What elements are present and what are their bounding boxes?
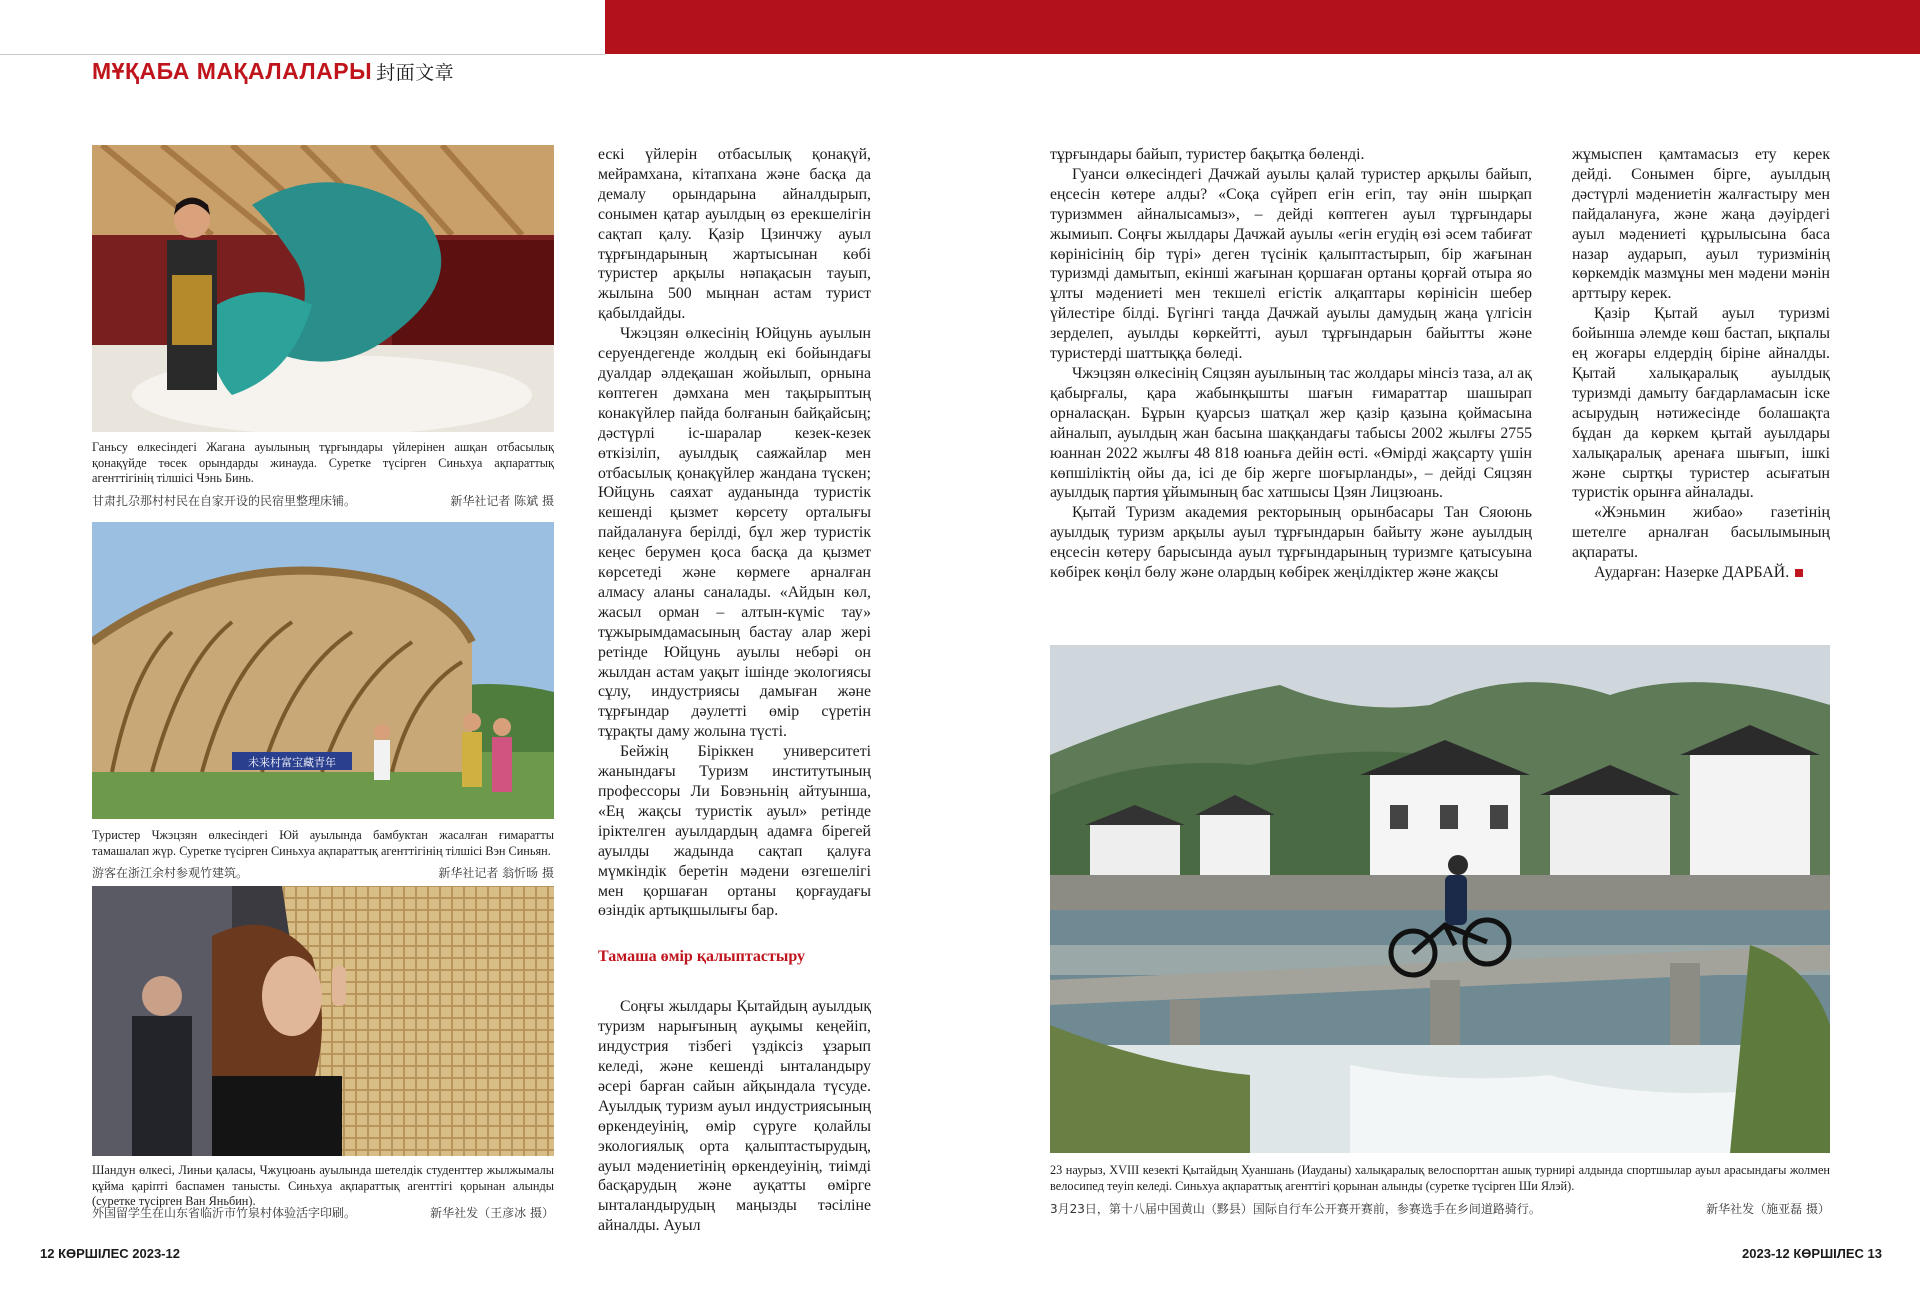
footer-right-page: 2023-12 КӨРШІЛЕС 13 (1742, 1246, 1882, 1261)
subheading: Тамаша өмір қалыптастыру (598, 948, 806, 966)
credit-photo2: 新华社记者 翁忻旸 摄 (438, 866, 554, 880)
caption-photo4: 23 наурыз, XVIII кезекті Қытайдың Хуаншань (Иауданы) халықаралық велоспорттан ашық турнирі алдында спортшылар ауыл арасындағы жолмен велосипед теуіп келеді. Синьхуа ақпараттық агенттігі қорынан алынды (суретке түсірген Ши Ялэй). (1050, 1163, 1830, 1193)
photo-movable-type (92, 886, 554, 1156)
photo-cyclist-village (1050, 645, 1830, 1153)
col3-paragraph-2: Қазір Қытай ауыл туризмі бойынша әлемде көш бастап, ықпалы ең жоғары елдердің біріне айналды. Қытай халықаралық ауылдық туризмді дамыту бағдарламасын іске асырудың нәтижесінде болашақта бұдан да көркем қытай ауылдары халықаралық аренаға шығып, ішкі және сыртқы туристер асығатын туристік орынға айналады. (1572, 305, 1830, 502)
col1-paragraph-3: Бейжің Біріккен университеті жанындағы Туризм институтының профессоры Ли Бовэньнің айтуынша, «Ең жақсы туристік ауыл» ретінде іріктелген ауылдардың адамға бірегей ауылды жадында сақтап қалуға мүмкіндік беретін мәдени өзгешелігі мен қоршаған ортаны қорғаудағы өзіндік артықшылығы бар. (598, 743, 871, 920)
col1-paragraph-4: Соңғы жылдары Қытайдың ауылдық туризм нарығының ауқымы кеңейіп, индустрия тізбегі үздіксіз ұзарып келеді, және кешенді ынталандыру әсері барған сайын айқындала түсуде. Ауылдық туризм ауыл индустриясының өркендеуінің, өмір сүруге қолайлы экологиялық орта қалыптастырудың, ауыл мәдениетінің өркендеуінің, тиімді басқарудың және ауқатты өмірге ынталандырудың маңызды тәсіліне айналды. Ауыл (598, 998, 871, 1235)
col2-paragraph-4: Қытай Туризм академия ректорының орынбасары Тан Сяоюнь ауылдық туризм арқылы ауыл тұрғындарын байыту және ауылдың еңсесін көтеру барысында ауыл тұрғындарының туризмге қатысуына көбірек көңіл бөлу және олардың көбірек жеңілдіктер және жақсы (1050, 504, 1532, 582)
col3-paragraph-1: жұмыспен қамтамасыз ету керек дейді. Сонымен бірге, ауылдың дәстүрлі мәдениетін жалғастыру мен пайдалануға, және жаңа дәуірдегі ауыл мәдениеті құрылысына баса назар аударып, ауыл туризмінің көркемдік мазмұны мен мәдени мәнін арттыру керек. (1572, 146, 1830, 303)
credit-photo4: 新华社发（施亚磊 摄） (1706, 1202, 1830, 1216)
caption-photo3: Шандун өлкесі, Линьи қаласы, Чжуцюань ауылында шетелдік студенттер жылжымалы құйма қаріпті баспамен танысты. Синьхуа ақпараттық агенттігі қорынан алынды (суретке түсірген Ван Яньбин). (92, 1163, 554, 1208)
caption-photo1-cn: 甘肃扎尕那村村民在自家开设的民宿里整理床铺。 新华社记者 陈斌 摄 (92, 494, 554, 508)
col3-translator: Аударған: Назерке ДАРБАЙ. (1572, 563, 1830, 583)
section-title-cn: 封面文章 (376, 63, 455, 84)
header-red-bar (605, 0, 1920, 54)
caption-photo2: Туристер Чжэцзян өлкесіндегі Юй ауылында бамбуктан жасалған ғимаратты тамашалап жүр. Суретке түсірген Синьхуа ақпараттық агенттігінің тілшісі Вэн Синьян. (92, 828, 554, 858)
caption-photo2-cn: 游客在浙江余村参观竹建筑。 新华社记者 翁忻旸 摄 (92, 866, 554, 880)
text-column-2 (1050, 145, 1532, 583)
col1-paragraph-1: ескі үйлерін отбасылық қонақүй, мейрамхана, кітапхана және басқа да демалу орындарына айналдырып, сонымен қатар ауылдың өз ерекшелігін сақтап қалу. Қазір Цзинчжу ауыл тұрғындарының жартысынан көбі туристер арқылы нәпақасын тауып, жылына 500 мыңнан астам турист қабылдайды. (598, 146, 871, 323)
text-column-3 (1572, 145, 1830, 583)
text-column-1 (598, 145, 871, 1236)
header-rule (0, 54, 605, 55)
photo-bamboo (92, 522, 554, 819)
footer-left-page: 12 КӨРШІЛЕС 2023-12 (40, 1246, 180, 1261)
col2-paragraph-1: тұрғындары байып, туристер бақытқа бөленді. (1050, 146, 1365, 163)
col3-paragraph-3: «Жэньмин жибао» газетінің шетелге арналған басылымының ақпараты. (1572, 504, 1830, 562)
credit-photo3: 新华社发（王彦冰 摄） (430, 1206, 554, 1220)
credit-photo1: 新华社记者 陈斌 摄 (450, 494, 554, 508)
section-title (92, 58, 454, 85)
col2-paragraph-3: Чжэцзян өлкесінің Сяцзян ауылының тас жолдары мінсіз таза, ал ақ қабырғалы, қара жабынқышты шағын ғимараттар шашырап орналасқан. Бұрын қуарсыз шатқал жер қазір қазына қоймасына айналып, ауылдың жан басына шаққандағы табысы 2002 жылғы 2755 юаннан 2022 жылғы 48 818 юаньға дейін өсті. «Өмірді жақсарту үшін көпшіліктің ойы да, ісі де бір жерге шоғырланды», – дейді Сяцзян ауылдық партия ұйымының бас хатшысы Цзян Лицзюань. (1050, 364, 1532, 502)
caption-photo3-cn: 外国留学生在山东省临沂市竹泉村体验活字印刷。 新华社发（王彦冰 摄） (92, 1206, 554, 1220)
photo-bedroom (92, 145, 554, 432)
section-title-kz: МҰҚАБА МАҚАЛАЛАРЫ (92, 58, 373, 84)
banner-text: 未来村富宝藏青年 (248, 756, 336, 769)
col1-paragraph-2: Чжэцзян өлкесінің Юйцунь ауылын серуендегенде жолдың екі бойындағы дуалдар әлдеқашан жойылып, орнына көптеген дәмхана мен тақырыптың конакүйлер пайда болғанын байқайсың; дәстүрлі іс-шаралар кезек-кезек өткізіліп, ауылдық саяжайлар мен отбасылық қонақүйлер жандана түскен; Юйцунь саяхат ауданында туристік кешенді қызмет көрсету орталығы пайдалануға берілді, бұл жер туристік кеңес берумен қоса басқа да қызмет көрсетеді және көрмеге арналған алмасу аланы саналады. «Айдын көл, жасыл орман – алтын-күміс тау» тұжырымдамасының бастау алар жері ретінде Юйцунь ауылы небәрі он жылдан астам уақыт ішінде экологиясы сұлу, индустриясы дамыған және тұрғындар дәулетті өмір сүретін тұрақты даму жолына түсті. (598, 325, 871, 741)
end-mark-icon (1795, 569, 1803, 577)
caption-photo4-cn: 3月23日，第十八届中国黄山（黟县）国际自行车公开赛开赛前，参赛选手在乡间道路骑行。 新华社发（施亚磊 摄） (1050, 1202, 1830, 1216)
caption-photo1: Ганьсу өлкесіндегі Жагана ауылының тұрғындары үйлерінен ашқан отбасылық қонақүйде төсек орындарды жинауда. Суретке түсірген Синьхуа ақпараттық агенттігінің тілшісі Чэнь Бинь. (92, 440, 554, 485)
col2-paragraph-2: Гуанси өлкесіндегі Дачжай ауылы қалай туристер арқылы байып, еңсесін көтере алды? «Соқа сүйреп егін егіп, тау әнін шырқап туризммен айналысамыз», – дейді көптеген ауыл тұрғындары жымиып. Соңғы жылдары Дачжай ауылы «егін егудің өзі әсем табиғат көрінісінің бір түрі» деген түсінік қалыптастырып, бір жағынан туризмді дамытып, екінші жағынан қоршаған ортаны қорғай отыра яо ұлты мәдениеті мен текшелі егістік алқаптары көрінісін шебер үйлестіре білді. Бүгінгі таңда Дачжай ауылы дамудың жаңа үлгісін зерделеп, ауылды көркейтті, ауыл тұрғындарын байытты және туристерді шаттыққа бөледі. (1050, 165, 1532, 363)
